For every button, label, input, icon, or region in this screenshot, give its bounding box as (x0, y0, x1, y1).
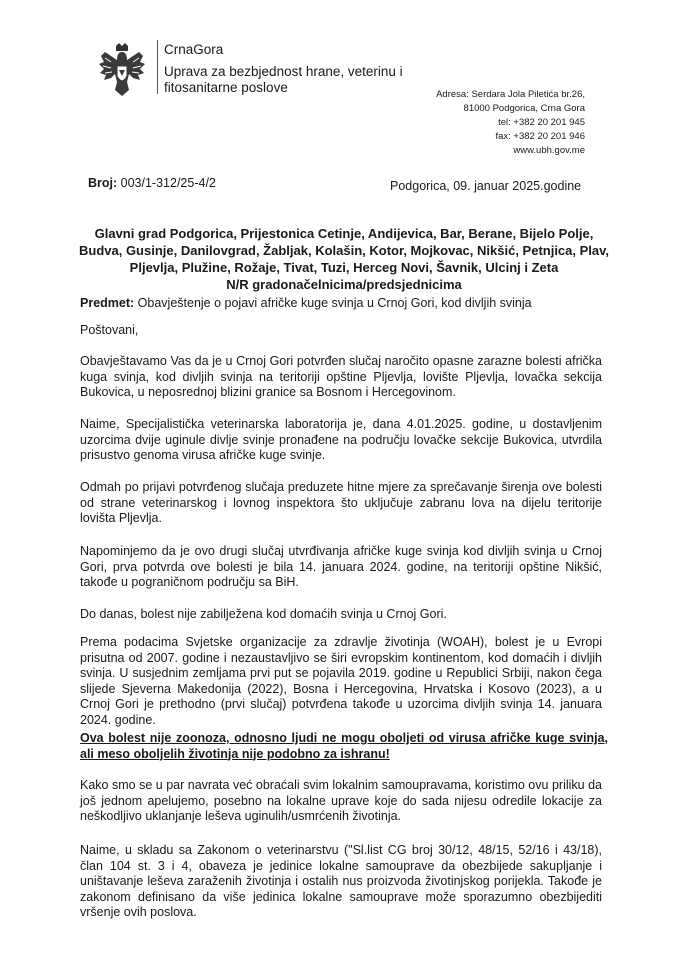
recipients-line: Budva, Gusinje, Danilovgrad, Žabljak, Kolašin, Kotor, Mojkovac, Nikšić, Petnjica, Plav, (78, 243, 610, 258)
body-paragraph-3: Odmah po prijavi potvrđenog slučaja preduzete hitne mjere za sprečavanje širenja ove bolesti od strane veterinarskog i lovnog inspektora što uključuje zabranu lova na dijelu teritorije lovišta Pljevlja. (80, 480, 602, 525)
warning-notice: Ova bolest nije zoonoza, odnosno ljudi ne mogu oboljeti od virusa afričke kuge svinja, ali meso oboljelih životinja nije podobno za ishranu! (80, 731, 608, 761)
letterhead-divider (157, 40, 158, 94)
body-paragraph-1: Obavještavamo Vas da je u Crnoj Gori potvrđen slučaj naročito opasne zarazne bolesti afrička kuga svinja, kod divljih svinja na teritoriji opštine Pljevlja, lovište Pljevlja, lovačka sekcija Bukovica, u neposrednoj blizini granice sa Bosnom i Hercegovinom. (80, 354, 602, 399)
body-paragraph-6: Prema podacima Svjetske organizacije za zdravlje životinja (WOAH), bolest je u Evropi prisutna od 2007. godine i nezaustavljivo se širi evropskim kontinentom, kod domaćih i divljih svinja. U susjednim zemljama prvi put se pojavila 2019. godine u Republici Srbiji, nakon čega slijede Sjeverna Makedonija (2022), Bosna i Hercegovina, Hrvatska i Kosovo (2023), a u Crnoj Gori je prethodno (prvi slučaj) potvrđena takođe u uzorcima divljih svinja 14. januara 2024. godine. (80, 635, 602, 727)
subject-label: Predmet: (80, 296, 135, 310)
org-subtitle: Uprava za bezbjednost hrane, veterinu i fitosanitarne poslove (164, 64, 403, 95)
body-paragraph-8: Naime, u skladu sa Zakonom o veterinarstvu ("Sl.list CG broj 30/12, 48/15, 52/16 i 43/18), član 104 st. 3 i 4, obaveza je jedinice lokalne samouprave da obezbijede sakupljanje i uništavanje leševa zaraženih životinja i ostalih nus proizvoda životinjskog porijekla. Takođe je zakonom definisano da više jedinica lokalne samouprave može sporazumno obezbijediti vršenje ovih poslova. (80, 843, 602, 919)
reference-label: Broj: (88, 176, 118, 190)
body-paragraph-5: Do danas, bolest nije zabilježena kod domaćih svinja u Crnoj Gori. (80, 607, 447, 621)
tel-line: tel: +382 20 201 945 (498, 117, 585, 128)
recipients-line: Pljevlja, Plužine, Rožaje, Tivat, Tuzi, Herceg Novi, Šavnik, Ulcinj i Zeta (129, 260, 559, 275)
reference-number (88, 176, 216, 190)
recipients-attention: N/R gradonačelnicima/predsjednicima (226, 277, 462, 292)
body-paragraph-4: Napominjemo da je ovo drugi slučaj utvrđivanja afričke kuge svinja kod divljih svinja u Crnoj Gori, prva potvrda ove bolesti je bila 14. januara 2024. godine, na teritoriji opštine Nikšić, takođe u pograničnom području sa BiH. (80, 544, 602, 589)
document-date: Podgorica, 09. januar 2025.godine (390, 179, 582, 193)
contact-block (436, 88, 585, 158)
org-name: CrnaGora (164, 42, 224, 57)
greeting: Poštovani, (80, 323, 139, 337)
coat-of-arms-icon (95, 42, 149, 98)
subject-text: Obavještenje o pojavi afričke kuge svinja u Crnoj Gori, kod divljih svinja (137, 296, 532, 310)
recipients-line: Glavni grad Podgorica, Prijestonica Cetinje, Andijevica, Bar, Berane, Bijelo Polje, (94, 226, 594, 241)
city-line: 81000 Podgorica, Crna Gora (463, 103, 585, 114)
body-paragraph-7: Kako smo se u par navrata već obraćali svim lokalnim samoupravama, koristimo ovu priliku da još jednom apelujemo, posebno na lokalne uprave koje do sada nijesu odredile lokacije za neškodljivo uklanjanje leševa uginulih/usmrćenih životinja. (80, 778, 602, 823)
subject-line (80, 296, 532, 310)
fax-line: fax: +382 20 201 946 (495, 131, 585, 142)
reference-value: 003/1-312/25-4/2 (120, 176, 216, 190)
body-paragraph-2: Naime, Specijalistička veterinarska laboratorija je, dana 4.01.2025. godine, u dostavljenim uzorcima dvije uginule divlje svinje pronađene na području lovačke sekcije Bukovica, utvrdila prisustvo genoma virusa afričke kuge svinje. (80, 417, 602, 462)
address-line: Adresa: Serdara Jola Piletića br.26, (436, 89, 585, 100)
recipients-block (70, 225, 618, 293)
website-line: www.ubh.gov.me (513, 145, 585, 156)
